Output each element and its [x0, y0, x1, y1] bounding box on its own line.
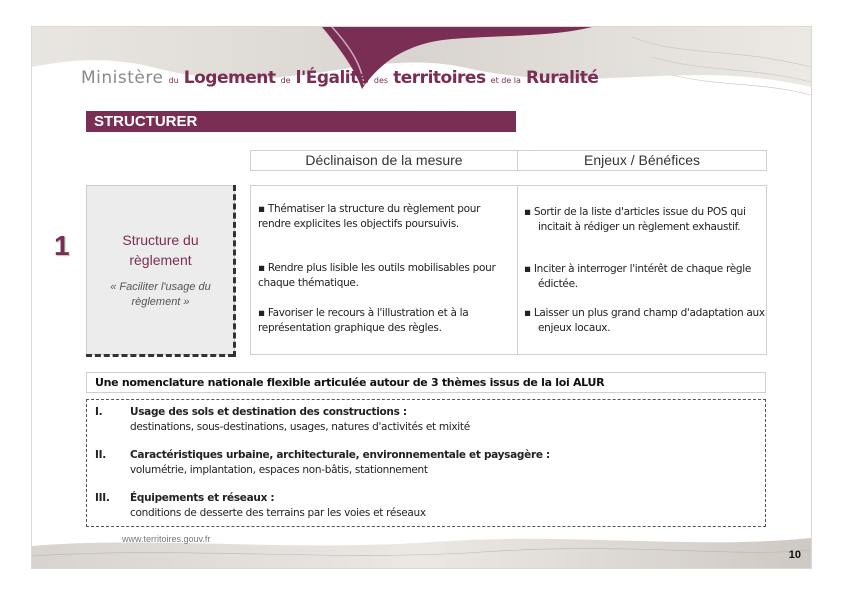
theme-detail: volumétrie, implantation, espaces non-bâtis, stationnement — [130, 464, 428, 476]
dashed-divider — [86, 354, 234, 357]
logo-word: Ruralité — [526, 68, 599, 88]
column-header-enjeux: Enjeux / Bénéfices — [517, 150, 767, 171]
enjeux-item: ▪ Laisser un plus grand champ d'adaptation aux enjeux locaux. — [524, 307, 765, 334]
roman-numeral: II. — [95, 449, 106, 461]
logo-word: de — [280, 76, 291, 85]
theme-detail: conditions de desserte des terrains par les voies et réseaux — [130, 507, 426, 519]
enjeux-item: ▪ Sortir de la liste d'articles issue du POS qui incitait à rédiger un règlement exhaustif. — [524, 206, 746, 233]
theme-text — [130, 491, 426, 521]
measure-subtitle: « Faciliter l'usage du règlement » — [110, 281, 211, 308]
declinaison-item: ▪ Favoriser le recours à l'illustration et à la représentation graphique des règles. — [258, 307, 469, 334]
logo-word: du — [168, 76, 179, 85]
nomenclature-list — [86, 399, 766, 527]
theme-heading: Usage des sols et destination des constructions : — [130, 406, 407, 418]
slide — [31, 26, 812, 569]
ministry-logo — [81, 68, 598, 88]
section-title: STRUCTURER — [86, 111, 516, 132]
theme-text — [130, 448, 550, 478]
roman-numeral: I. — [95, 406, 103, 418]
logo-word: des — [373, 76, 389, 85]
column-header-declinaison: Déclinaison de la mesure — [250, 150, 518, 171]
page-number: 10 — [788, 549, 801, 561]
logo-word: Logement — [183, 68, 276, 88]
theme-detail: destinations, sous-destinations, usages, natures d'activités et mixité — [130, 421, 470, 433]
declinaison-item: ▪ Thématiser la structure du règlement pour rendre explicites les objectifs poursuivis. — [258, 203, 481, 230]
measure-title-box — [86, 185, 235, 355]
measure-title — [87, 230, 234, 270]
dashed-divider — [233, 185, 236, 357]
measure-title-line: règlement — [129, 252, 192, 268]
roman-numeral: III. — [95, 492, 110, 504]
theme-heading: Caractéristiques urbaine, architecturale, environnementale et paysagère : — [130, 449, 550, 461]
declinaison-item: ▪ Rendre plus lisible les outils mobilisables pour chaque thématique. — [258, 262, 496, 289]
logo-word: et de la — [490, 76, 521, 85]
theme-heading: Équipements et réseaux : — [130, 492, 275, 504]
declinaison-cell — [250, 185, 518, 355]
logo-word: territoires — [393, 68, 486, 88]
logo-word: Ministère — [81, 68, 164, 88]
enjeux-item: ▪ Inciter à interroger l'intérêt de chaque règle édictée. — [524, 263, 752, 290]
footer-url[interactable]: www.territoires.gouv.fr — [122, 534, 211, 544]
measure-number: 1 — [54, 230, 70, 261]
enjeux-cell — [517, 185, 767, 355]
logo-word: l'Égalité — [295, 68, 369, 88]
theme-text — [130, 405, 470, 435]
nomenclature-title: Une nomenclature nationale flexible articulée autour de 3 thèmes issus de la loi ALUR — [86, 372, 766, 393]
measure-title-line: Structure du — [122, 232, 199, 248]
